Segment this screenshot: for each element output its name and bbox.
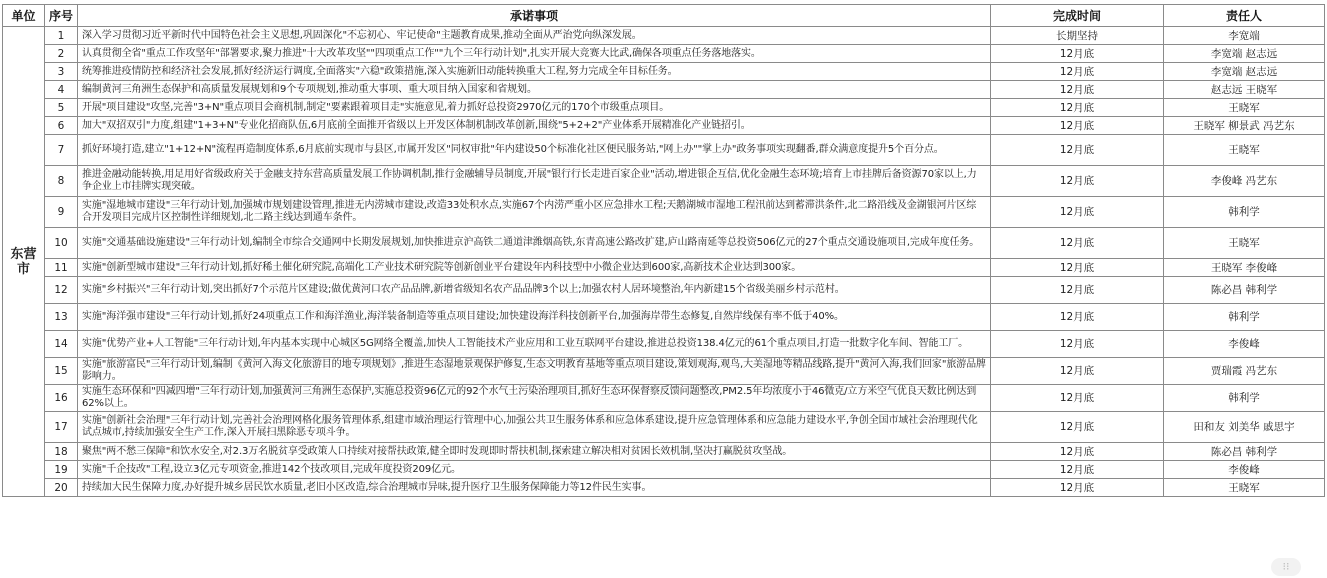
owner-cell: 王晓军 [1164,99,1325,117]
owner-cell: 王晓军 [1164,228,1325,259]
owner-cell: 李俊峰 [1164,331,1325,358]
seq-cell: 17 [45,412,78,443]
item-cell: 实施"优势产业+人工智能"三年行动计划,年内基本实现中心城区5G网络全覆盖,加快人工智能技术产业应用和工业互联网平台建设,推进总投资138.4亿元的61个重点项目,打造一批数字化车间、智能工厂。 [78,331,991,358]
table-row [3,443,1325,461]
owner-cell: 韩利学 [1164,385,1325,412]
item-cell: 实施"千企技改"工程,设立3亿元专项资金,推进142个技改项目,完成年度投资209亿元。 [78,461,991,479]
owner-cell: 王晓军 柳景武 冯艺东 [1164,117,1325,135]
table-row [3,99,1325,117]
header-time: 完成时间 [991,5,1164,27]
table-row [3,117,1325,135]
time-cell: 12月底 [991,304,1164,331]
item-cell: 实施"交通基础设施建设"三年行动计划,编制全市综合交通网中长期发展规划,加快推进京沪高铁二通道津潍烟高铁,东青高速公路改扩建,庐山路南延等总投资506亿元的27个重点交通设施项目,完成年度任务。 [78,228,991,259]
owner-cell: 李俊峰 [1164,461,1325,479]
commitment-table [2,4,1325,497]
time-cell: 12月底 [991,259,1164,277]
seq-cell: 20 [45,479,78,497]
owner-cell: 陈必昌 韩利学 [1164,277,1325,304]
time-cell: 12月底 [991,81,1164,99]
owner-cell: 李宽端 [1164,27,1325,45]
item-cell: 实施"乡村振兴"三年行动计划,突出抓好7个示范片区建设;做优黄河口农产品品牌,新增省级知名农产品品牌3个以上;加强农村人居环境整治,年内新建15个省级美丽乡村示范村。 [78,277,991,304]
seq-cell: 14 [45,331,78,358]
time-cell: 12月底 [991,479,1164,497]
owner-cell: 王晓军 [1164,135,1325,166]
table-row [3,259,1325,277]
table-row [3,412,1325,443]
item-cell: 加大"双招双引"力度,组建"1+3+N"专业化招商队伍,6月底前全面推开省级以上开发区体制机制改革创新,围绕"5+2+2"产业体系开展精准化产业链招引。 [78,117,991,135]
header-owner: 责任人 [1164,5,1325,27]
time-cell: 12月底 [991,228,1164,259]
item-cell: 持续加大民生保障力度,办好提升城乡居民饮水质量,老旧小区改造,综合治理城市异味,提升医疗卫生服务保障能力等12件民生实事。 [78,479,991,497]
time-cell: 12月底 [991,331,1164,358]
table-body [3,27,1325,497]
item-cell: 认真贯彻全省"重点工作攻坚年"部署要求,聚力推进"十大改革攻坚""四项重点工作""九个三年行动计划",扎实开展大竞赛大比武,确保各项重点任务落地落实。 [78,45,991,63]
time-cell: 12月底 [991,135,1164,166]
header-row [3,5,1325,27]
time-cell: 12月底 [991,166,1164,197]
item-cell: 深入学习贯彻习近平新时代中国特色社会主义思想,巩固深化"不忘初心、牢记使命"主题教育成果,推动全面从严治党向纵深发展。 [78,27,991,45]
owner-cell: 贾瑞霞 冯艺东 [1164,358,1325,385]
seq-cell: 3 [45,63,78,81]
owner-cell: 王晓军 [1164,479,1325,497]
seq-cell: 4 [45,81,78,99]
seq-cell: 16 [45,385,78,412]
header-unit: 单位 [3,5,45,27]
item-cell: 开展"项目建设"攻坚,完善"3+N"重点项目会商机制,制定"要素跟着项目走"实施意见,着力抓好总投资2970亿元的170个市级重点项目。 [78,99,991,117]
seq-cell: 8 [45,166,78,197]
table-row [3,45,1325,63]
seq-cell: 5 [45,99,78,117]
header-seq: 序号 [45,5,78,27]
time-cell: 12月底 [991,385,1164,412]
owner-cell: 田和友 刘美华 戚思宇 [1164,412,1325,443]
item-cell: 实施"旅游富民"三年行动计划,编制《黄河入海文化旅游目的地专项规划》,推进生态湿地景观保护修复,生态文明教育基地等重点项目建设,策划观海,观鸟,大美湿地等精品线路,提升"黄河入海,我们回家"旅游品牌影响力。 [78,358,991,385]
owner-cell: 韩利学 [1164,197,1325,228]
table-row [3,63,1325,81]
header-item: 承诺事项 [78,5,991,27]
owner-cell: 赵志远 王晓军 [1164,81,1325,99]
owner-cell: 李宽端 赵志远 [1164,45,1325,63]
seq-cell: 10 [45,228,78,259]
seq-cell: 6 [45,117,78,135]
time-cell: 12月底 [991,99,1164,117]
seq-cell: 18 [45,443,78,461]
table-row [3,385,1325,412]
time-cell: 12月底 [991,412,1164,443]
owner-cell: 李俊峰 冯艺东 [1164,166,1325,197]
owner-cell: 王晓军 李俊峰 [1164,259,1325,277]
seq-cell: 2 [45,45,78,63]
item-cell: 编制黄河三角洲生态保护和高质量发展规划和9个专项规划,推动重大事项、重大项目纳入国家和省规划。 [78,81,991,99]
owner-cell: 韩利学 [1164,304,1325,331]
table-row [3,228,1325,259]
scroll-handle-icon[interactable]: ⁝⁝ [1271,558,1301,576]
table-row [3,479,1325,497]
time-cell: 12月底 [991,358,1164,385]
time-cell: 长期坚持 [991,27,1164,45]
item-cell: 统筹推进疫情防控和经济社会发展,抓好经济运行调度,全面落实"六稳"政策措施,深入实施新旧动能转换重大工程,努力完成全年目标任务。 [78,63,991,81]
time-cell: 12月底 [991,63,1164,81]
time-cell: 12月底 [991,117,1164,135]
item-cell: 实施"湿地城市建设"三年行动计划,加强城市规划建设管理,推进无内涝城市建设,改造33处积水点,实施67个内涝严重小区应急排水工程;天鹅湖城市湿地工程汛前达到蓄滞洪条件,北二路沿线及金湖银河片区综合开发项目完成片区控制性详细规划,北二路主线达到通车条件。 [78,197,991,228]
seq-cell: 19 [45,461,78,479]
item-cell: 实施生态环保和"四减四增"三年行动计划,加强黄河三角洲生态保护,实施总投资96亿元的92个水气土污染治理项目,抓好生态环保督察反馈问题整改,PM2.5年均浓度小于46微克/立方米空气优良天数比例达到62%以上。 [78,385,991,412]
item-cell: 聚焦"两不愁三保障"和饮水安全,对2.3万名脱贫享受政策人口持续对接帮扶政策,健全即时发现即时帮扶机制,探索建立解决相对贫困长效机制,坚决打赢脱贫攻坚战。 [78,443,991,461]
seq-cell: 15 [45,358,78,385]
table-row [3,331,1325,358]
seq-cell: 7 [45,135,78,166]
item-cell: 实施"创新社会治理"三年行动计划,完善社会治理网格化服务管理体系,组建市域治理运行管理中心,加强公共卫生服务体系和应急体系建设,提升应急管理体系和应急能力建设水平,争创全国市域社会治理现代化试点城市,持续加强安全生产工作,深入开展扫黑除恶专项斗争。 [78,412,991,443]
time-cell: 12月底 [991,197,1164,228]
item-cell: 实施"海洋强市建设"三年行动计划,抓好24项重点工作和海洋渔业,海洋装备制造等重点项目建设;加快建设海洋科技创新平台,加强海岸带生态修复,自然岸线保有率不低于40%。 [78,304,991,331]
item-cell: 抓好环境打造,建立"1+12+N"流程再造制度体系,6月底前实现市与县区,市属开发区"同权审批"年内建设50个标准化社区便民服务站,"网上办""掌上办"政务事项实现翻番,群众满意度提升5个百分点。 [78,135,991,166]
seq-cell: 11 [45,259,78,277]
time-cell: 12月底 [991,461,1164,479]
owner-cell: 李宽端 赵志远 [1164,63,1325,81]
seq-cell: 13 [45,304,78,331]
seq-cell: 12 [45,277,78,304]
table-row [3,277,1325,304]
time-cell: 12月底 [991,443,1164,461]
table-row [3,81,1325,99]
table-row [3,304,1325,331]
table-row [3,166,1325,197]
table-row [3,135,1325,166]
owner-cell: 陈必昌 韩利学 [1164,443,1325,461]
table-row [3,197,1325,228]
time-cell: 12月底 [991,45,1164,63]
seq-cell: 9 [45,197,78,228]
item-cell: 推进金融动能转换,用足用好省级政府关于金融支持东营高质量发展工作协调机制,推行金融辅导员制度,开展"银行行长走进百家企业"活动,增进银企互信,优化金融生态环境;培育上市挂牌后备资源70家以上,力争企业上市挂牌实现突破。 [78,166,991,197]
seq-cell: 1 [45,27,78,45]
table-row [3,358,1325,385]
item-cell: 实施"创新型城市建设"三年行动计划,抓好稀土催化研究院,高端化工产业技术研究院等创新创业平台建设年内科技型中小微企业达到600家,高新技术企业达到300家。 [78,259,991,277]
time-cell: 12月底 [991,277,1164,304]
table-row [3,461,1325,479]
table-row [3,27,1325,45]
unit-cell [3,27,45,497]
unit-name: 东营市 [10,246,37,277]
